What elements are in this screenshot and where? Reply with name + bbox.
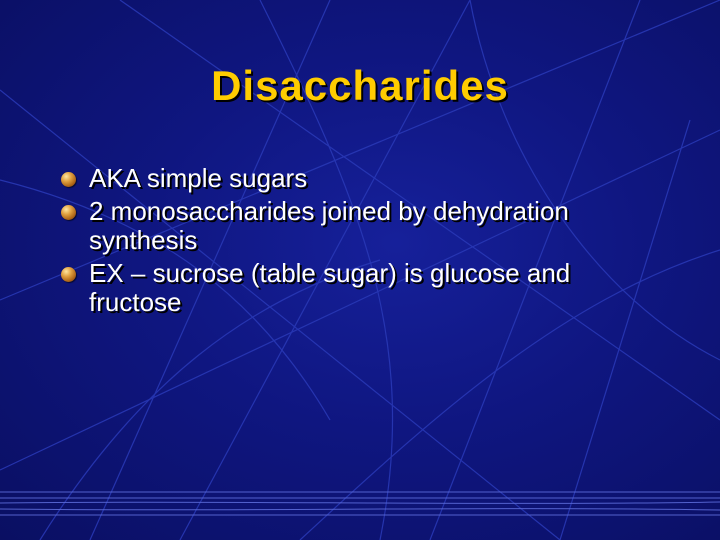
bullet-item	[58, 164, 658, 193]
bullet-item	[58, 197, 658, 255]
bullet-ball-icon	[61, 172, 76, 187]
slide-title: Disaccharides	[211, 62, 509, 109]
bullet-text: AKA simple sugars	[89, 163, 308, 193]
bullet-ball-icon	[61, 267, 76, 282]
bullet-text: EX – sucrose (table sugar) is glucose and fructose	[89, 258, 571, 317]
bullet-text: 2 monosaccharides joined by dehydration synthesis	[89, 196, 569, 255]
bullet-ball-icon	[61, 205, 76, 220]
bullet-item	[58, 259, 658, 317]
bullet-list	[58, 164, 658, 321]
